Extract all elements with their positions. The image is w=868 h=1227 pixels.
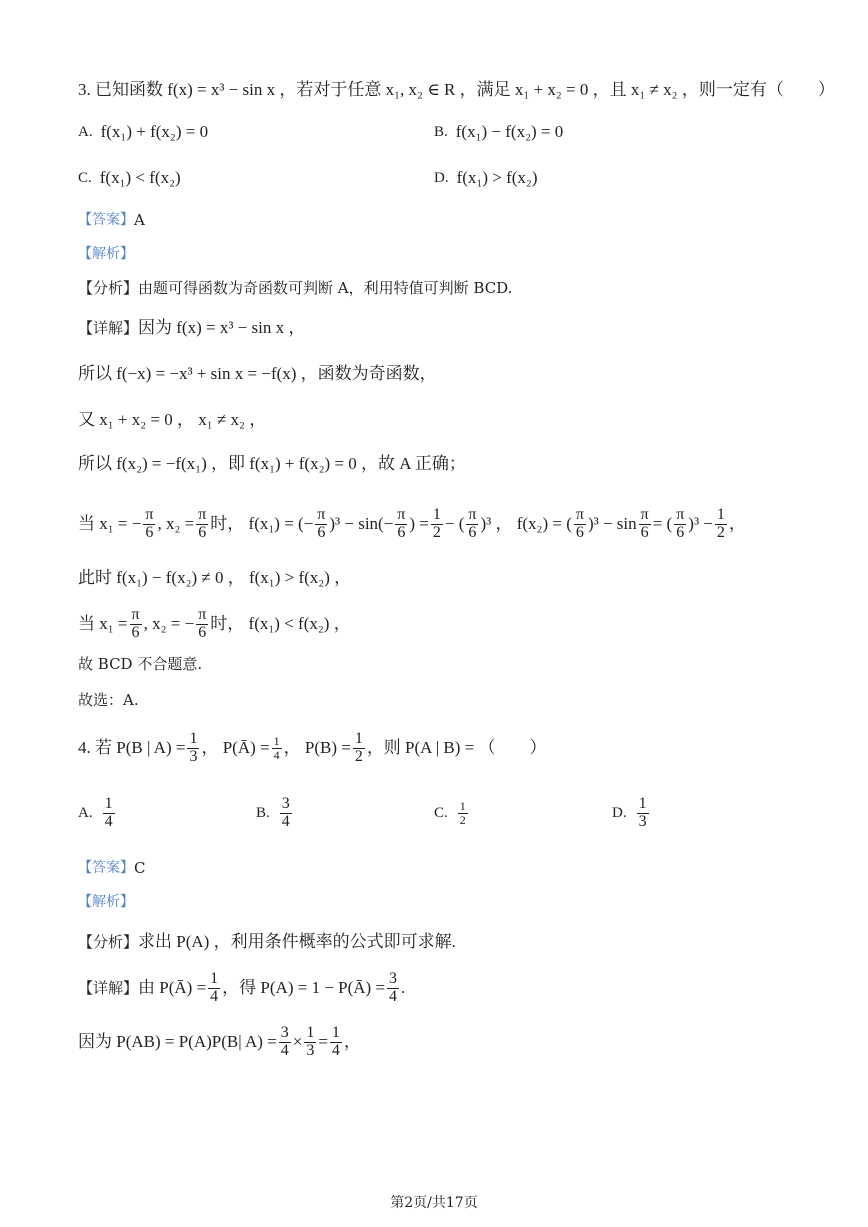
q4-option-b: B. $\frac{3}{4}$ bbox=[256, 795, 290, 830]
page-footer: 第2页/共17页 bbox=[390, 1195, 478, 1211]
q3-step-6: 当 x₁ = $\frac{\pi}{6}$ , x₂ = − $\frac{\pi}{6}$ 时， f(x₁) < f(x₂) ， bbox=[78, 605, 351, 641]
fraction: $\frac{3}{4}$ bbox=[280, 1023, 289, 1059]
q4-fenxi: 【分析】 求出 P(A) ，利用条件概率的公式即可求解. bbox=[78, 932, 456, 951]
q4-stem: 4. 若 P(B | A) = $\frac{1}{3}$ ， P(Ā) = $\frac{1}{4}$ ， P(B) = $\frac{1}{2}$ ，则 P(A | B) = （ ） bbox=[78, 729, 547, 765]
q3-fenxi: 【分析】 由题可得函数为奇函数可判断 A，利用特值可判断 BCD. bbox=[78, 279, 513, 297]
answer-tag: 【答案】 bbox=[78, 860, 134, 876]
fraction: $\frac{\pi}{6}$ bbox=[640, 505, 649, 541]
fraction: $\frac{1}{4}$ bbox=[331, 1023, 340, 1059]
fraction: $\frac{\pi}{6}$ bbox=[317, 505, 326, 541]
q3-answer: 【答案】 A bbox=[78, 208, 145, 232]
fraction: $\frac{\pi}{6}$ bbox=[131, 605, 140, 641]
fraction: $\frac{3}{4}$ bbox=[281, 795, 290, 830]
q3-step-2: 又 x₁ + x₂ = 0 ， x₁ ≠ x₂ ， bbox=[78, 410, 267, 429]
q3-option-b: B. f(x₁) − f(x₂) = 0 bbox=[434, 122, 564, 141]
fraction: $\frac{1}{4}$ bbox=[273, 733, 280, 762]
fraction: $\frac{1}{2}$ bbox=[354, 729, 363, 765]
q4-option-d: D. $\frac{1}{3}$ bbox=[612, 795, 647, 830]
q3-step-3: 所以 f(x₂) = −f(x₁) ，即 f(x₁) + f(x₂) = 0 ，故 A 正确； bbox=[78, 454, 466, 473]
fraction: $\frac{1}{4}$ bbox=[104, 795, 113, 830]
fraction: $\frac{\pi}{6}$ bbox=[575, 505, 584, 541]
q3-xiangjie: 【详解】 因为 f(x) = x³ − sin x ， bbox=[78, 318, 306, 337]
q3-step-1: 所以 f(−x) = −x³ + sin x = −f(x) ，函数为奇函数， bbox=[78, 364, 437, 383]
q4-xiangjie: 【详解】 由 P(Ā) = $\frac{1}{4}$ ，得 P(A) = 1 − P(Ā) = $\frac{3}{4}$ . bbox=[78, 969, 406, 1005]
fraction: $\frac{\pi}{6}$ bbox=[145, 505, 154, 541]
fraction: $\frac{1}{2}$ bbox=[716, 505, 725, 541]
q3-step-7: 故 BCD 不合题意. bbox=[78, 655, 203, 673]
fraction: $\frac{1}{3}$ bbox=[189, 729, 198, 765]
q4-option-a: A. $\frac{1}{4}$ bbox=[78, 795, 113, 830]
fraction: $\frac{\pi}{6}$ bbox=[468, 505, 477, 541]
fraction: $\frac{\pi}{6}$ bbox=[397, 505, 406, 541]
q3-option-c: C. f(x₁) < f(x₂) bbox=[78, 168, 181, 187]
q3-stem: 3. 已知函数 f(x) = x³ − sin x ，若对于任意 x₁, x₂ ∈ R ，满足 x₁ + x₂ = 0 ，且 x₁ ≠ x₂ ，则一定有（ ） bbox=[78, 80, 835, 99]
fraction: $\frac{1}{2}$ bbox=[432, 505, 441, 541]
fraction: $\frac{\pi}{6}$ bbox=[198, 605, 207, 641]
q3-step-4: 当 x₁ = − $\frac{\pi}{6}$ , x₂ = $\frac{\pi}{6}$ 时， f(x₁) = (− $\frac{\pi}{6}$ )³ − sin(− $\frac{\pi}{6}$ ) = $\frac{1}{2}$ − ( $\frac{\pi}{6}$ )³ ， f(x₂) = ( $\frac{\pi}{6}$ )³ − sin $\frac{\pi}{6}$ = ( $\frac{\pi}{6}$ )³ − $\frac{1}{2}$ ， bbox=[78, 505, 746, 541]
q4-answer: 【答案】 C bbox=[78, 856, 145, 880]
answer-tag: 【答案】 bbox=[78, 212, 134, 228]
q3-step-8: 故选：A. bbox=[78, 691, 139, 709]
q4-analysis-tag: 【解析】 bbox=[78, 894, 134, 910]
fraction: $\frac{1}{3}$ bbox=[638, 795, 647, 830]
q3-option-a: A. f(x₁) + f(x₂) = 0 bbox=[78, 122, 209, 141]
fraction: $\frac{1}{2}$ bbox=[459, 799, 466, 827]
q4-option-c: C. $\frac{1}{2}$ bbox=[434, 799, 466, 827]
q3-option-d: D. f(x₁) > f(x₂) bbox=[434, 168, 538, 187]
q3-analysis-tag: 【解析】 bbox=[78, 246, 134, 262]
fraction: $\frac{1}{3}$ bbox=[306, 1023, 315, 1059]
q4-step-1: 因为 P(AB) = P(A)P(B| A) = $\frac{3}{4}$ × $\frac{1}{3}$ = $\frac{1}{4}$ ， bbox=[78, 1023, 361, 1059]
fraction: $\frac{1}{4}$ bbox=[210, 969, 219, 1005]
q3-step-5: 此时 f(x₁) − f(x₂) ≠ 0 ， f(x₁) > f(x₂) ， bbox=[78, 568, 352, 587]
fraction: $\frac{\pi}{6}$ bbox=[198, 505, 207, 541]
fraction: $\frac{3}{4}$ bbox=[389, 969, 398, 1005]
fraction: $\frac{\pi}{6}$ bbox=[676, 505, 685, 541]
